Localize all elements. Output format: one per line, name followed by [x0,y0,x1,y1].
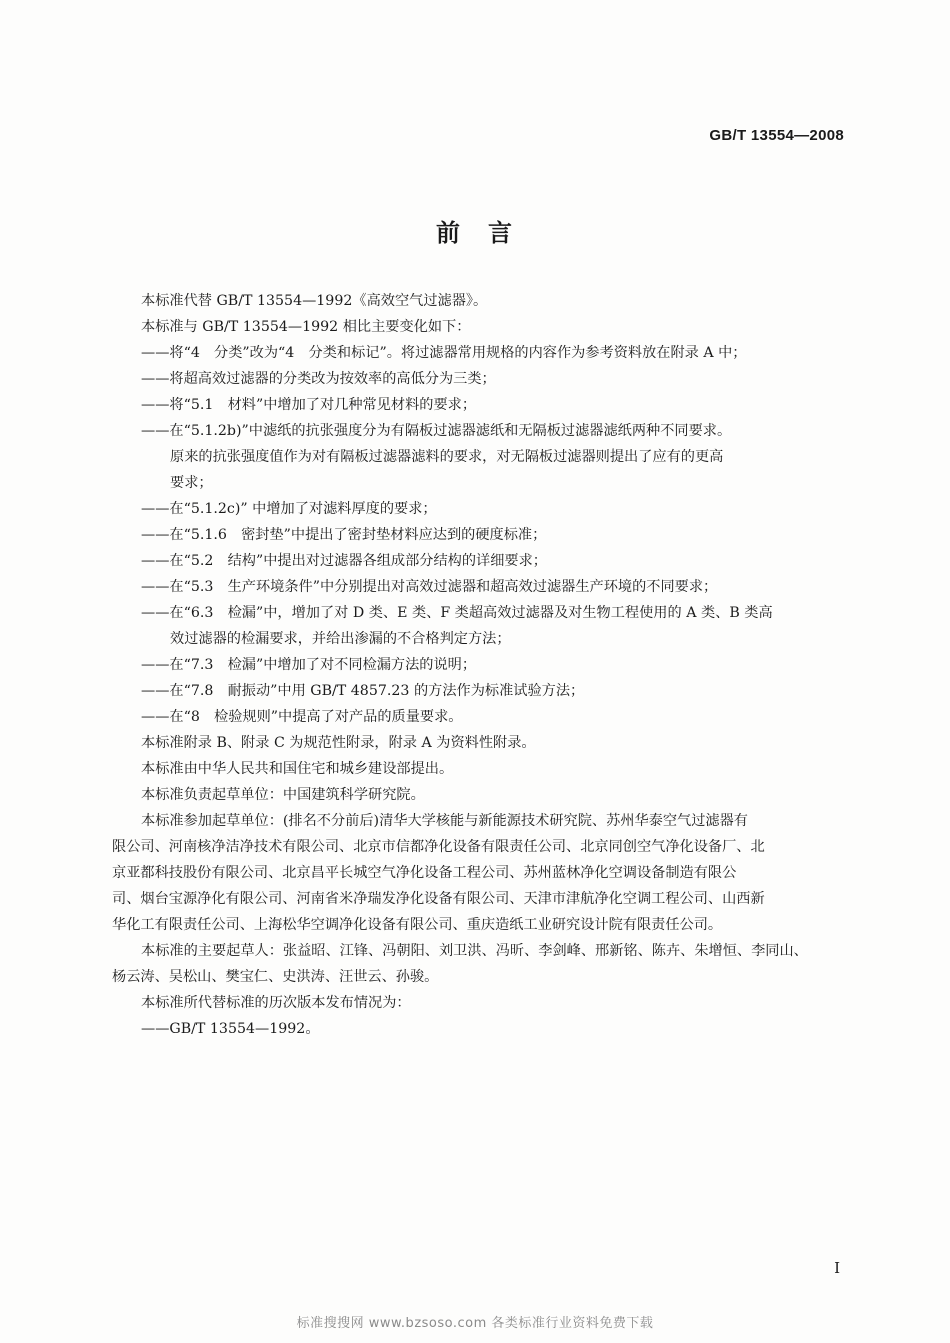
participating-units-line: 华化工有限责任公司、上海松华空调净化设备有限公司、重庆造纸工业研究设计院有限责任公司。 [112,917,723,933]
change-item: ——在“6.3 检漏”中，增加了对 D 类、E 类、F 类超高效过滤器及对生物工程使用的 A 类、B 类高 [141,605,773,621]
paragraph-replaces: 本标准代替 GB/T 13554—1992《高效空气过滤器》。 [141,293,488,309]
change-item-continuation: 要求； [170,475,213,491]
paragraph-changes-intro: 本标准与 GB/T 13554—1992 相比主要变化如下： [141,319,471,335]
participating-units-line: 限公司、河南核净洁净技术有限公司、北京市信都净化设备有限责任公司、北京同创空气净化设备厂、北 [112,839,765,855]
drafters-line: 本标准的主要起草人：张益昭、江锋、冯朝阳、刘卫洪、冯昕、李剑峰、邢新铭、陈卉、朱增恒、李同山、 [141,943,808,959]
change-item: ——在“5.2 结构”中提出对过滤器各组成部分结构的详细要求； [141,553,547,569]
change-item: ——将超高效过滤器的分类改为按效率的高低分为三类； [141,371,496,387]
change-item-continuation: 原来的抗张强度值作为对有隔板过滤器滤料的要求，对无隔板过滤器则提出了应有的更高 [170,449,724,465]
change-item: ——在“7.3 检漏”中增加了对不同检漏方法的说明； [141,657,477,673]
paragraph-history: 本标准所代替标准的历次版本发布情况为： [141,995,411,1011]
participating-units-line: 司、烟台宝源净化有限公司、河南省米净瑞发净化设备有限公司、天津市津航净化空调工程公司、山西新 [112,891,765,907]
change-item: ——将“5.1 材料”中增加了对几种常见材料的要求； [141,397,477,413]
paragraph-lead-drafter: 本标准负责起草单位：中国建筑科学研究院。 [141,787,425,803]
change-item: ——在“5.1.2c)” 中增加了对滤料厚度的要求； [141,501,437,517]
drafters-line: 杨云涛、吴松山、樊宝仁、史洪涛、汪世云、孙骏。 [112,969,439,985]
change-item: ——在“8 检验规则”中提高了对产品的质量要求。 [141,709,463,725]
footer-watermark: 标准搜搜网 www.bzsoso.com 各类标准行业资料免费下载 [296,1316,654,1331]
history-item: ——GB/T 13554—1992。 [141,1021,320,1037]
change-item: ——在“5.1.6 密封垫”中提出了密封垫材料应达到的硬度标准； [141,527,547,543]
change-item: ——在“5.1.2b)”中滤纸的抗张强度分为有隔板过滤器滤纸和无隔板过滤器滤纸两种不同要求。 [141,423,732,439]
foreword-body [112,288,848,1042]
page-title: 前 言 [436,219,514,247]
change-item-continuation: 效过滤器的检漏要求，并给出渗漏的不合格判定方法； [170,631,511,647]
change-item: ——在“5.3 生产环境条件”中分别提出对高效过滤器和超高效过滤器生产环境的不同要求； [141,579,718,595]
page-number: I [834,1259,840,1277]
change-item: ——在“7.8 耐振动”中用 GB/T 4857.23 的方法作为标准试验方法； [141,683,585,699]
participating-units-line: 京亚都科技股份有限公司、北京昌平长城空气净化设备工程公司、苏州蓝林净化空调设备制造有限公 [112,865,737,881]
paragraph-proposer: 本标准由中华人民共和国住宅和城乡建设部提出。 [141,761,454,777]
standard-code: GB/T 13554—2008 [709,127,844,144]
paragraph-annexes: 本标准附录 B、附录 C 为规范性附录，附录 A 为资料性附录。 [141,735,536,751]
change-item: ——将“4 分类”改为“4 分类和标记”。将过滤器常用规格的内容作为参考资料放在附录 A 中； [141,345,747,361]
participating-units-line: 本标准参加起草单位：(排名不分前后)清华大学核能与新能源技术研究院、苏州华泰空气过滤器有 [141,813,748,829]
